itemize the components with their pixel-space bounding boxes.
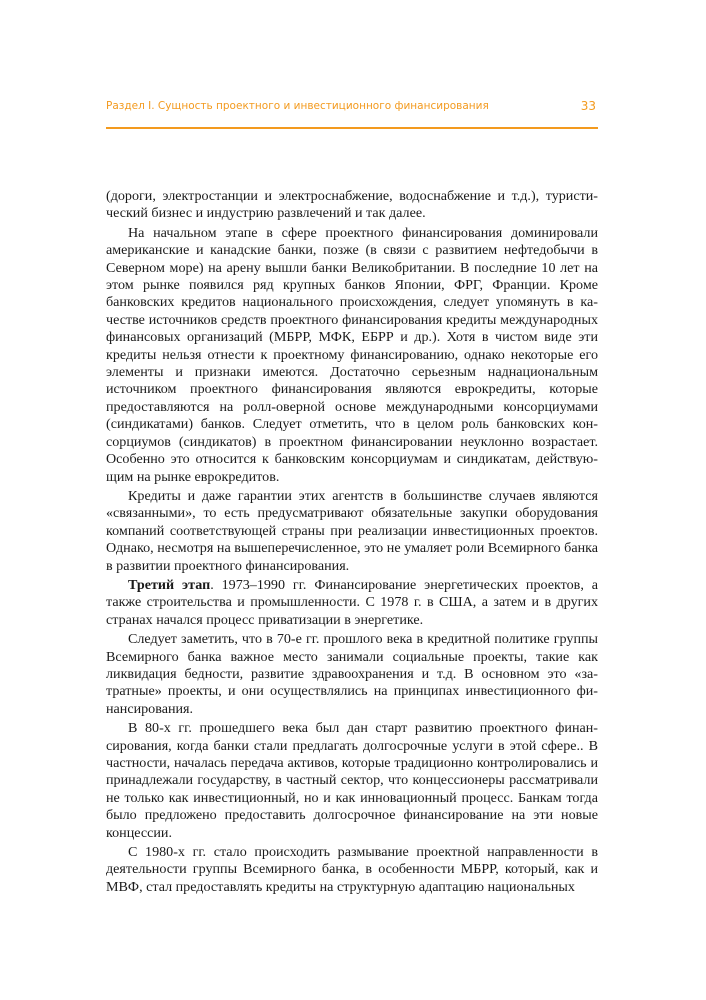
paragraph-4 — [106, 577, 598, 629]
paragraph-1: (дороги, электростанции и электроснабжение, водоснабжение и т.д.), туристический бизнес и индустрию развлечений и так далее. — [106, 188, 598, 222]
paragraph-7: С 1980-х гг. стало происходить размывание проектной направленности в деятельности группы Всемирного банка, в особенности МБРР, который, как и МВФ, стал предоставлять кредиты на структурную адаптацию национальных — [106, 844, 598, 895]
header-divider — [106, 127, 598, 129]
paragraph-5: Следует заметить, что в 70-е гг. прошлого века в кредитной политике группы Всемирного банка важное место занимали социальные проекты, такие как ликвидация бедности, развитие здравоохранения и т.д. В основном это «затратные» проекты, и они осуществлялись на принципах инвестиционного финансирования. — [106, 631, 598, 717]
paragraph-2: На начальном этапе в сфере проектного финансирования доминировали американские и канадские банки, позже (в связи с развитием нефтедобычи в Северном море) на арену вышли банки Великобритании. В последние 10 лет на этом рынке появился ряд крупных банков Японии, ФРГ, Франции. Кроме банковских кредитов национального происхождения, следует упомянуть в качестве источников средств проектного финансирования кредиты международных финансовых организаций (МБРР, МФК, ЕБРР и др.). Хотя в чистом виде эти кредиты нельзя отнести к проектному финансированию, однако некоторые его элементы и признаки имеются. Достаточно серьезным наднациональным источником проектного финансирования являются еврокредиты, которые предоставляются на ролл-оверной основе международными консорциумами (синдикатами) банков. Следует отметить, что в целом роль банковских консорциумов (синдикатов) в проектном финансировании неуклонно возрастает. Особенно это относится к банковским консорциумам и синдикатам, действующим на рынке еврокредитов. — [106, 224, 598, 485]
paragraph-4-text: . 1973–1990 гг. Финансирование энергетических проектов, а также строительства и промышленности. С 1978 г. в США, а затем и в других странах начался процесс приватизации в энергетике. — [106, 576, 598, 628]
running-header — [106, 100, 598, 120]
page-number: 33 — [580, 99, 596, 113]
section-title: Раздел I. Сущность проектного и инвестиционного финансирования — [106, 100, 489, 112]
third-stage-heading: Третий этап — [128, 576, 211, 593]
main-text — [106, 188, 598, 896]
paragraph-6: В 80-х гг. прошедшего века был дан старт развитию проектного финансирования, когда банки стали предлагать долгосрочные услуги в этой сфере.. В частности, началась передача активов, которые традиционно контролировались и принадлежали государству, в частный сектор, что концессионеры рассматривали не только как инвестиционный, но и как инновационный процесс. Банкам тогда было предложено предоставить долгосрочное финансирование на эти новые концессии. — [106, 720, 598, 841]
paragraph-3: Кредиты и даже гарантии этих агентств в большинстве случаев являются «связанными», то есть предусматривают обязательные закупки оборудования компаний соответствующей страны при реализации инвестиционных проектов. Однако, несмотря на вышеперечисленное, это не умаляет роли Всемирного банка в развитии проектного финансирования. — [106, 487, 598, 574]
